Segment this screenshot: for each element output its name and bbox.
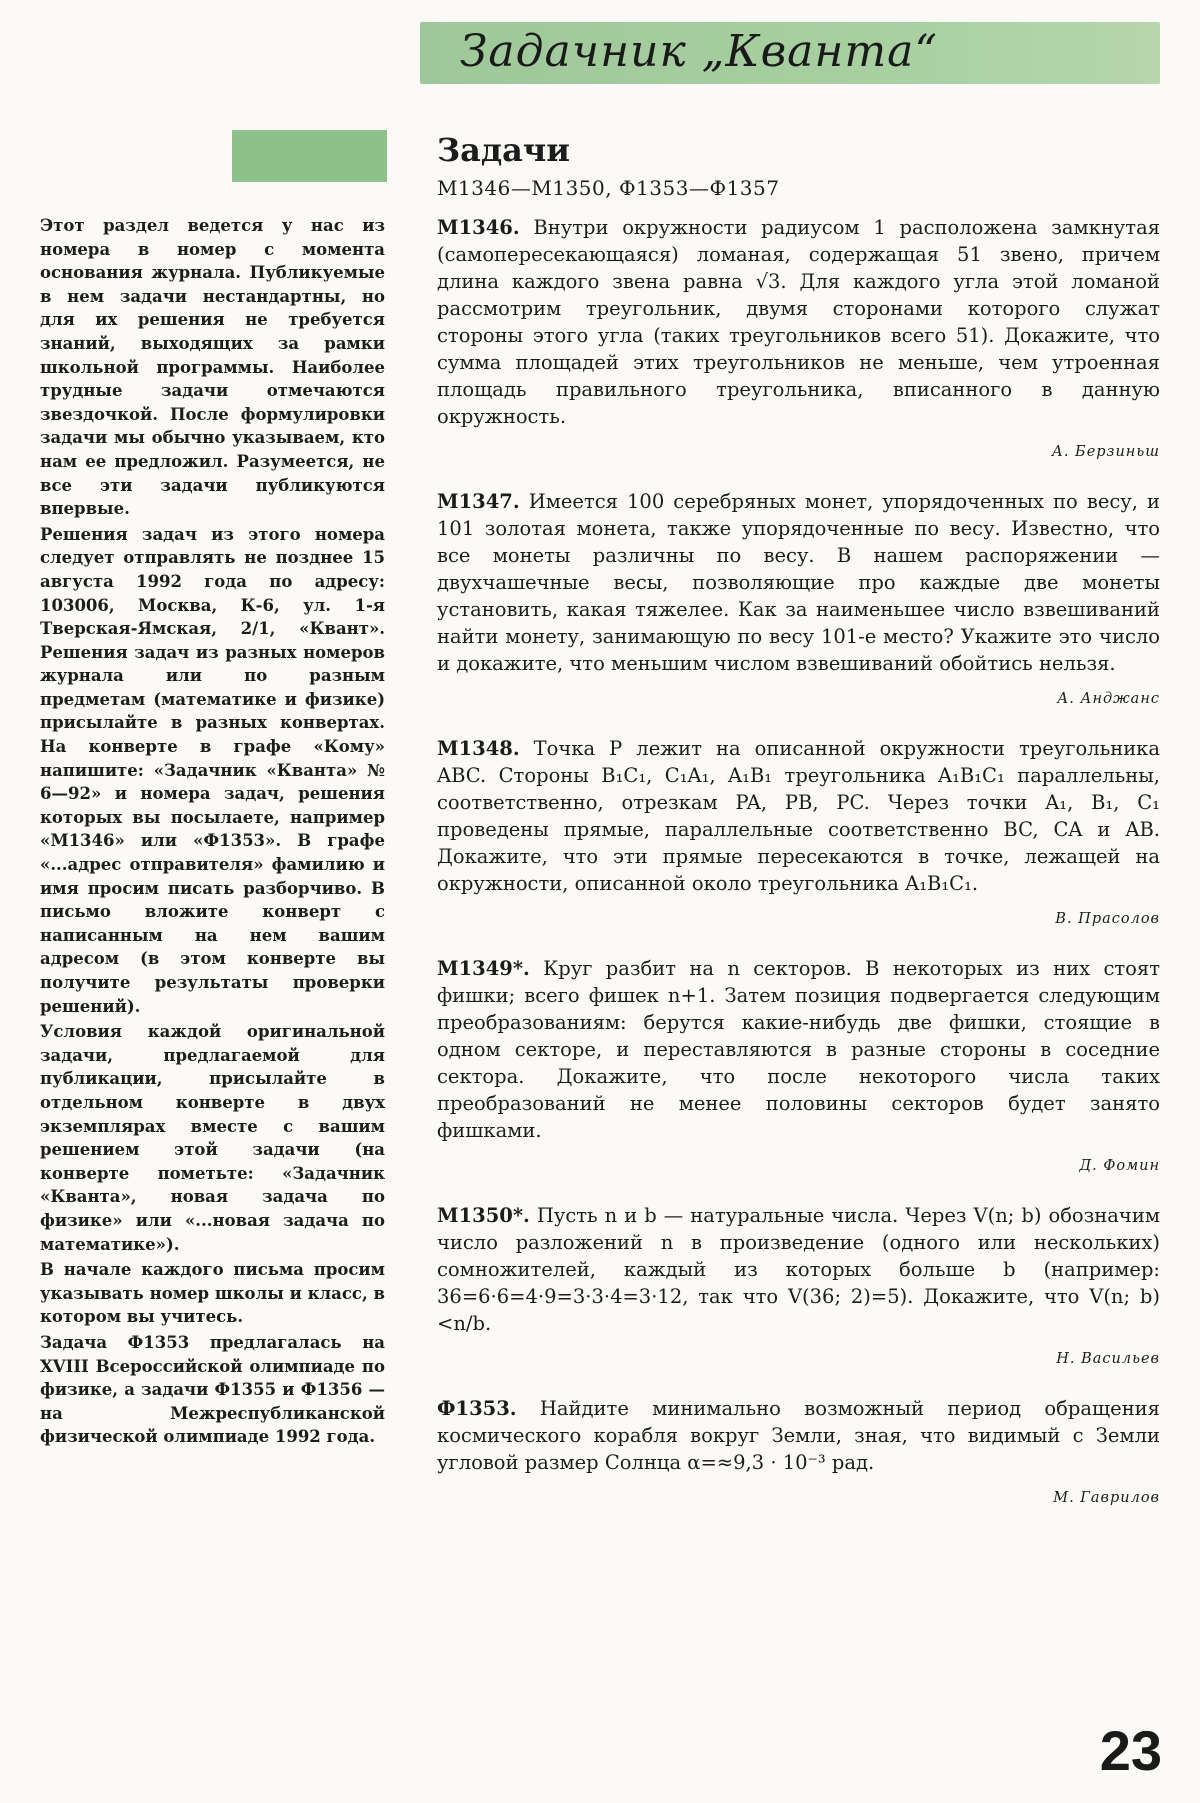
- problem-m1350: [437, 1202, 1160, 1367]
- banner-title: Задачник „Кванта“: [460, 26, 938, 77]
- page-number: 23: [1099, 1719, 1162, 1782]
- problems-section: [437, 130, 1160, 1534]
- problem-author: Н. Васильев: [1056, 1351, 1160, 1367]
- problem-m1346: [437, 214, 1160, 460]
- problem-text: Круг разбит на n секторов. В некоторых из них стоят фишки; всего фишек n+1. Затем позиция подвергается следующим преобразованиям: берутся какие-нибудь две фишки, стоящие в одном секторе, и переставляются в разные стороны в соседние сектора. Докажите, что после некоторого числа таких преобразований не менее половины секторов будет занято фишками.: [437, 957, 1160, 1142]
- problem-text: Найдите минимально возможный период обращения космического корабля вокруг Земли, зная, что видимый с Земли угловой размер Солнца α=≈9,3 · 10⁻³ рад.: [437, 1397, 1160, 1474]
- problem-author: М. Гаврилов: [1053, 1490, 1160, 1506]
- green-accent-block: [232, 130, 387, 182]
- page-title: Задачи: [437, 131, 571, 169]
- problem-m1347: [437, 488, 1160, 707]
- problem-code: М1348.: [437, 737, 520, 760]
- header-banner: [420, 22, 1160, 84]
- sidebar-info: [40, 214, 385, 1451]
- sidebar-paragraph: Задача Ф1353 предлагалась на XVIII Всероссийской олимпиаде по физике, а задачи Ф1355 и Ф1356 — на Межреспубликанской физической олимпиаде 1992 года.: [40, 1332, 385, 1447]
- problem-text: Пусть n и b — натуральные числа. Через V(n; b) обозначим число разложений n в произведение (одного или нескольких) сомножителей, каждый из которых больше b (например: 36=6·6=4·9=3·3·4=3·12, так что V(36; 2)=5). Докажите, что V(n; b)<n/b.: [437, 1204, 1160, 1335]
- problem-author: А. Анджанс: [1057, 691, 1160, 707]
- problem-code: М1347.: [437, 490, 520, 513]
- problem-code: Ф1353.: [437, 1397, 517, 1420]
- problem-code: М1350*.: [437, 1204, 530, 1227]
- problem-code: М1349*.: [437, 957, 530, 980]
- problem-text: Внутри окружности радиусом 1 расположена замкнутая (самопересекающаяся) ломаная, содержащая 51 звено, причем длина каждого звена равна √3. Для каждого угла этой ломаной рассмотрим треугольник, двумя сторонами которого служат стороны этого угла (таких треугольников всего 51). Докажите, что сумма площадей этих треугольников не меньше, чем утроенная площадь правильного треугольника, вписанного в данную окружность.: [437, 216, 1160, 428]
- sidebar-paragraph: Этот раздел ведется у нас из номера в номер с момента основания журнала. Публикуемые в нем задачи нестандартны, но для их решения не требуется знаний, выходящих за рамки школьной программы. Наиболее трудные задачи отмечаются звездочкой. После формулировки задачи мы обычно указываем, кто нам ее предложил. Разумеется, не все эти задачи публикуются впервые.: [40, 216, 385, 519]
- problem-text: Имеется 100 серебряных монет, упорядоченных по весу, и 101 золотая монета, также упорядоченные по весу. Известно, что все монеты различны по весу. В нашем распоряжении — двухчашечные весы, позволяющие про каждые две монеты установить, какая тяжелее. Как за наименьшее число взвешиваний найти монету, занимающую по весу 101-е место? Укажите это число и докажите, что меньшим числом взвешиваний обойтись нельзя.: [437, 490, 1160, 675]
- problem-author: А. Берзиньш: [1051, 444, 1160, 460]
- problem-text: Точка P лежит на описанной окружности треугольника ABC. Стороны B₁C₁, C₁A₁, A₁B₁ треугольника A₁B₁C₁ параллельны, соответственно, отрезкам PA, PB, PC. Через точки A₁, B₁, C₁ проведены прямые, параллельные соответственно BC, CA и AB. Докажите, что эти прямые пересекаются в точке, лежащей на окружности, описанной около треугольника A₁B₁C₁.: [437, 737, 1160, 895]
- problem-code: М1346.: [437, 216, 520, 239]
- problem-m1348: [437, 735, 1160, 927]
- problem-range: М1346—М1350, Ф1353—Ф1357: [437, 176, 780, 200]
- sidebar-paragraph: Условия каждой оригинальной задачи, предлагаемой для публикации, присылайте в отдельном конверте в двух экземплярах вместе с вашим решением этой задачи (на конверте пометьте: «Задачник «Кванта», новая задача по физике» или «...новая задача по математике»).: [40, 1022, 385, 1254]
- problem-m1349: [437, 955, 1160, 1174]
- sidebar-paragraph: Решения задач из этого номера следует отправлять не позднее 15 августа 1992 года по адресу: 103006, Москва, К-6, ул. 1-я Тверская-Ямская, 2/1, «Квант». Решения задач из разных номеров журнала или по разным предметам (математике и физике) присылайте в разных конвертах. На конверте в графе «Кому» напишите: «Задачник «Кванта» № 6—92» и номера задач, решения которых вы посылаете, например «М1346» или «Ф1353». В графе «...адрес отправителя» фамилию и имя просим писать разборчиво. В письмо вложите конверт с написанным на нем вашим адресом (в этом конверте вы получите результаты проверки решений).: [40, 524, 385, 1016]
- problem-f1353: [437, 1395, 1160, 1506]
- problem-author: Д. Фомин: [1079, 1158, 1160, 1174]
- sidebar-paragraph: В начале каждого письма просим указывать номер школы и класс, в котором вы учитесь.: [40, 1260, 385, 1327]
- problem-author: В. Прасолов: [1055, 911, 1160, 927]
